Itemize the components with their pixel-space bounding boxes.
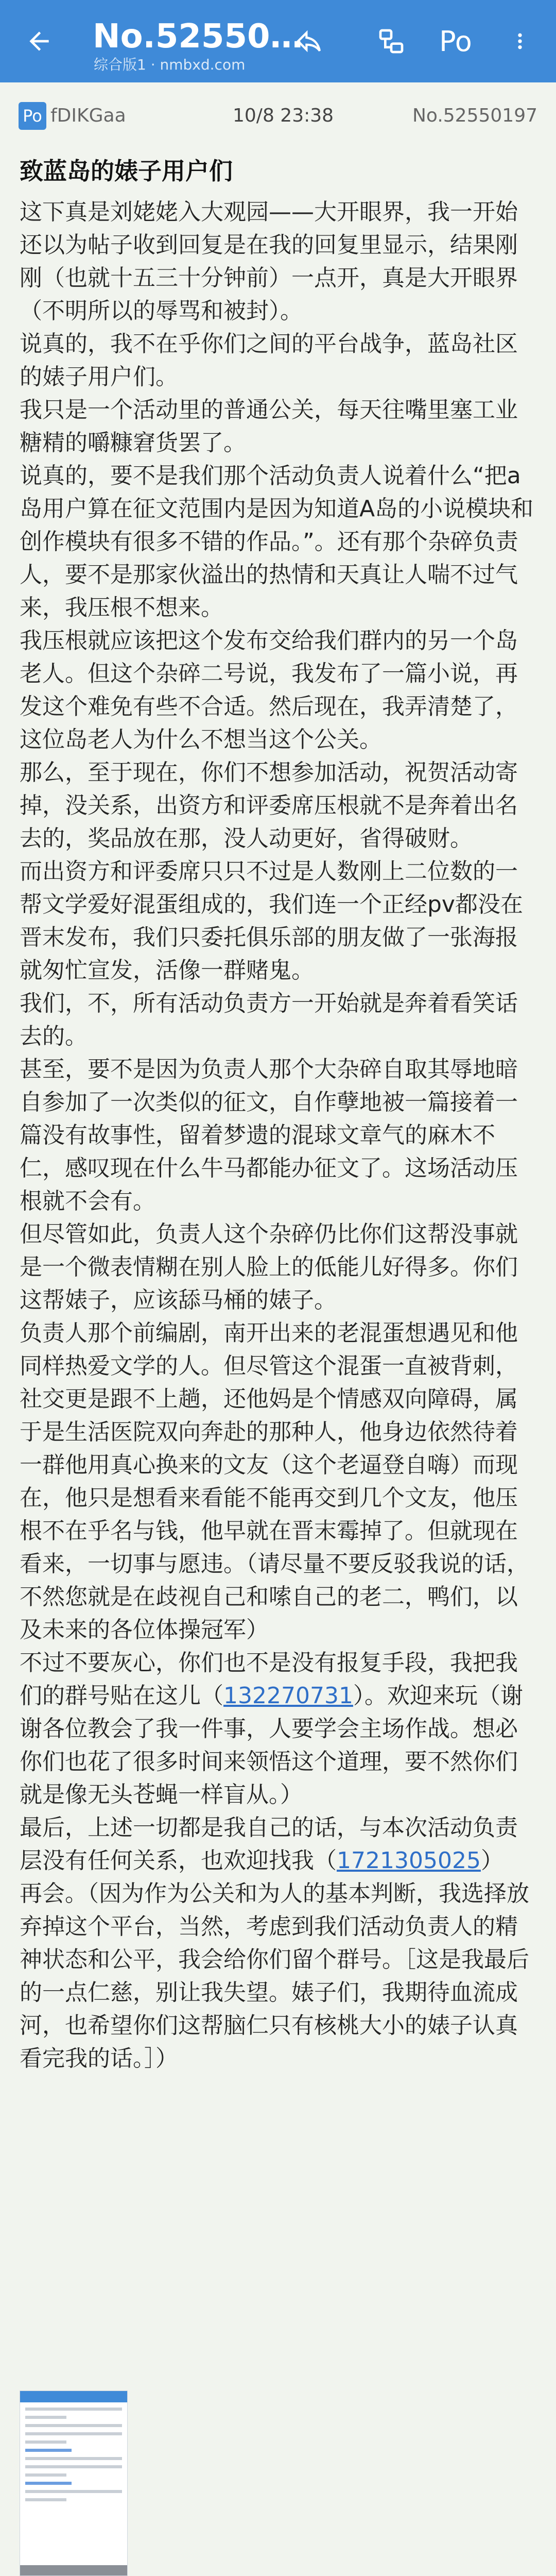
post-meta <box>0 82 556 149</box>
thumb-header <box>20 2391 127 2402</box>
board-subtitle: 综合版1 · nmbxd.com <box>94 56 246 73</box>
attached-image-thumbnail[interactable] <box>20 2391 128 2576</box>
thumb-line <box>25 2416 66 2419</box>
text: 不过不要灰心，你们也不是没有报复手段，我把我们的群号贴在这儿（ <box>20 1650 518 1709</box>
po-only-button[interactable]: Po <box>439 25 472 58</box>
text: 最后，上述一切都是我自己的话，与本次活动负责层没有任何关系，也欢迎找我（ <box>20 1815 518 1874</box>
thumb-footer <box>20 2565 127 2575</box>
back-button[interactable] <box>19 21 60 62</box>
closing-paragraph <box>20 1811 536 1877</box>
thumb-line <box>25 2465 122 2468</box>
paragraph: 我们，不，所有活动负责方一开始就是奔着看笑话去的。 <box>20 990 518 1049</box>
more-vertical-icon <box>510 27 530 56</box>
paragraph: 而出资方和评委席只只不过是人数刚上二位数的一帮文学爱好混蛋组成的，我们连一个正经pv都没在晋末发布，我们只委托俱乐部的朋友做了一张海报就匆忙宣发，活像一群赌鬼。 <box>20 858 523 984</box>
thumb-line <box>25 2408 122 2411</box>
app-bar <box>0 0 556 82</box>
thumb-line <box>25 2441 66 2444</box>
text: ） <box>480 1848 503 1874</box>
thumb-line <box>25 2424 122 2427</box>
paragraph: 说真的，我不在乎你们之间的平台战争，蓝岛社区的婊子用户们。 <box>20 331 518 390</box>
post-content <box>20 196 536 2075</box>
thumb-link <box>25 2482 72 2485</box>
reply-button[interactable] <box>288 21 329 62</box>
po-badge: Po <box>19 102 46 130</box>
post-title: 致蓝岛的婊子用户们 <box>20 157 233 185</box>
paragraph: 再会。（因为作为公关和为人的基本判断，我选择放弃掉这个平台，当然，考虑到我们活动负责人的精神状态和公平，我会给你们留个群号。［这是我最后的一点仁慈，别让我失望。婊子们，我期待血流成河，也希望你们这帮脑仁只有核桃大小的婊子认真看完我的话。］） <box>20 1880 529 2072</box>
thumb-link <box>25 2449 72 2452</box>
group-paragraph <box>20 1647 536 1811</box>
thumb-line <box>25 2457 122 2460</box>
user-id: fDIKGaa <box>50 105 126 126</box>
thumb-line <box>25 2432 122 2435</box>
paragraph: 说真的，要不是我们那个活动负责人说着什么“把a岛用户算在征文范围内是因为知道A岛的小说模块和创作模块有很多不错的作品。”。还有那个杂碎负责人，要不是那家伙溢出的热情和天真让人喘不过气来，我压根不想来。 <box>20 463 534 621</box>
paragraph: 我只是一个活动里的普通公关，每天往嘴里塞工业糖精的嚼糠窘货罢了。 <box>20 397 518 456</box>
more-button[interactable] <box>505 21 535 62</box>
post-time: 10/8 23:38 <box>233 105 334 126</box>
paragraph: 甚至，要不是因为负责人那个大杂碎自取其辱地暗自参加了一次类似的征文，自作孽地被一篇接着一篇没有故事性，留着梦遗的混球文章气的麻木不仁，感叹现在什么牛马都能办征文了。这场活动压根就不会有。 <box>20 1056 518 1214</box>
thumb-line <box>25 2473 66 2477</box>
group-number-link[interactable]: 132270731 <box>223 1683 353 1709</box>
paragraph: 这下真是刘姥姥入大观园——大开眼界，我一开始还以为帖子收到回复是在我的回复里显示，结果刚刚（也就十五三十分钟前）一点开，真是大开眼界（不明所以的辱骂和被封）。 <box>20 199 518 324</box>
thumb-line <box>25 2490 122 2493</box>
post-number[interactable]: No.52550197 <box>412 105 537 126</box>
paragraph: 但尽管如此，负责人这个杂碎仍比你们这帮没事就是一个微表情糊在别人脸上的低能儿好得多。你们这帮婊子，应该舔马桶的婊子。 <box>20 1221 518 1313</box>
thumb-line <box>25 2498 66 2501</box>
paragraph: 负责人那个前编剧，南开出来的老混蛋想遇见和他同样热爱文学的人。但尽管这个混蛋一直被背刺，社交更是跟不上趟，还他妈是个情感双向障碍，属于是生活医院双向奔赴的那种人，他身边依然待着一群他用真心换来的文友（这个老逼登自嗨）而现在，他只是想看来看能不能再交到几个文友，他压根不在乎名与钱，他早就在晋末霉掉了。但就现在看来，一切事与愿违。（请尽量不要反驳我说的话，不然您就是在歧视自己和嗦自己的老二，鸭们，以及未来的各位体操冠军） <box>20 1320 529 1643</box>
reply-icon <box>294 27 323 56</box>
tree-icon <box>377 27 406 56</box>
back-arrow-icon <box>25 27 54 56</box>
thread-title: No.52550… <box>93 18 303 56</box>
paragraph: 那么，至于现在，你们不想参加活动，祝贺活动寄掉，没关系，出资方和评委席压根就不是奔着出名去的，奖品放在那，没人动更好，省得破财。 <box>20 759 518 852</box>
contact-number-link[interactable]: 1721305025 <box>337 1848 481 1874</box>
text: ）。欢迎来玩（谢谢各位教会了我一件事，人要学会主场作战。想必你们也花了很多时间来领悟这个道理，要不然你们就是像无头苍蝇一样盲从。） <box>20 1683 523 1808</box>
paragraph: 我压根就应该把这个发布交给我们群内的另一个岛老人。但这个杂碎二号说，我发布了一篇小说，再发这个难免有些不合适。然后现在，我弄清楚了，这位岛老人为什么不想当这个公关。 <box>20 628 518 753</box>
tree-button[interactable] <box>371 21 412 62</box>
